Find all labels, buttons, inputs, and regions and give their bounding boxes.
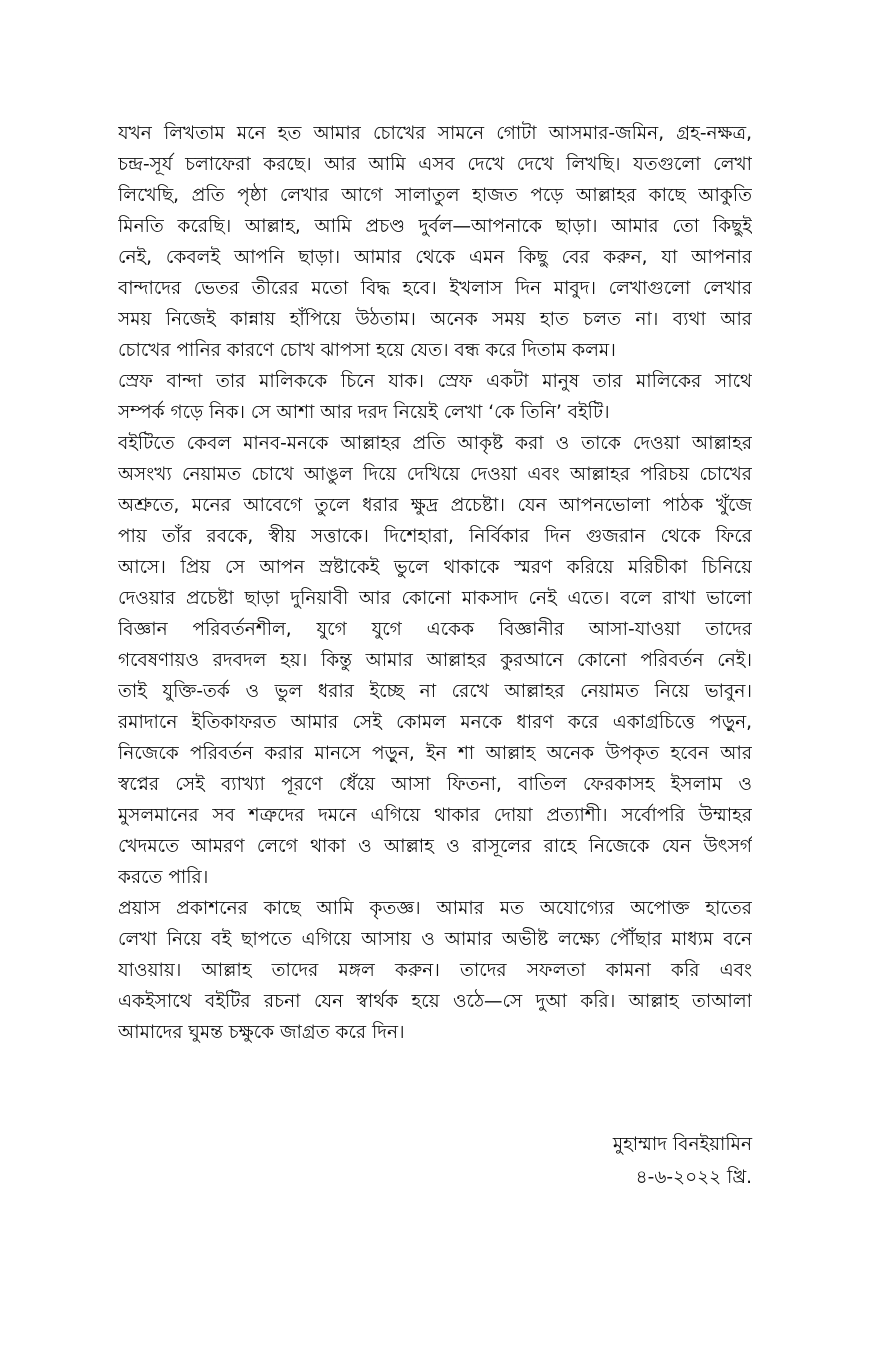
text-line: মিনতি করেছি। আল্লাহ, আমি প্রচণ্ড দুর্বল—আপনাকে ছাড়া। আমার তো কিছুই	[118, 216, 752, 237]
text-line: পায় তাঁর রবকে, স্বীয় সত্তাকে। দিশেহারা, নির্বিকার দিন গুজরান থেকে ফিরে	[118, 526, 752, 547]
text-line: বিজ্ঞান পরিবর্তনশীল, যুগে যুগে একেক বিজ্ঞানীর আসা-যাওয়া তাদের	[118, 619, 752, 640]
text-line: বান্দাদের ভেতর তীরের মতো বিদ্ধ হবে। ইখলাস দিন মাবুদ। লেখাগুলো লেখার	[118, 278, 752, 299]
text-line: করতে পারি।	[118, 867, 209, 888]
paragraph-writing-experience	[118, 118, 752, 366]
text-line: মুসলমানের সব শত্রুদের দমনে এগিয়ে থাকার দোয়া প্রত্যাশী। সর্বোপরি উম্মাহর	[118, 805, 752, 826]
text-line: বইটিতে কেবল মানব-মনকে আল্লাহর প্রতি আকৃষ্ট করা ও তাকে দেওয়া আল্লাহর	[118, 433, 752, 454]
text-line: গবেষণায়ও রদবদল হয়। কিন্তু আমার আল্লাহর কুরআনে কোনো পরিবর্তন নেই।	[118, 650, 752, 671]
text-line: রমাদানে ইতিকাফরত আমার সেই কোমল মনকে ধারণ করে একাগ্রচিত্তে পড়ুন,	[118, 712, 752, 733]
document-body	[118, 118, 752, 1048]
text-line: যাওয়ায়। আল্লাহ তাদের মঙ্গল করুন। তাদের সফলতা কামনা করি এবং	[118, 960, 752, 981]
signature-date: ৪-৬-২০২২ খ্রি.	[635, 1167, 752, 1188]
text-line: নেই, কেবলই আপনি ছাড়া। আমার থেকে এমন কিছু বের করুন, যা আপনার	[118, 247, 752, 268]
text-line: প্রয়াস প্রকাশনের কাছে আমি কৃতজ্ঞ। আমার মত অযোগ্যের অপোক্ত হাতের	[118, 898, 752, 919]
author-name: মুহাম্মাদ বিনইয়ামিন	[612, 1134, 752, 1155]
text-line: নিজেকে পরিবর্তন করার মানসে পড়ুন, ইন শা আল্লাহ অনেক উপকৃত হবেন আর	[118, 743, 752, 764]
text-line: স্বপ্নের সেই ব্যাখ্যা পূরণে ধেঁয়ে আসা ফিতনা, বাতিল ফেরকাসহ ইসলাম ও	[118, 774, 752, 795]
paragraph-acknowledgement	[118, 893, 752, 1048]
signature-block	[613, 1128, 752, 1194]
text-line: লিখেছি, প্রতি পৃষ্ঠা লেখার আগে সালাতুল হাজত পড়ে আল্লাহর কাছে আকুতি	[118, 185, 752, 206]
text-line: একইসাথে বইটির রচনা যেন স্বার্থক হয়ে ওঠে—সে দুআ করি। আল্লাহ তাআলা	[118, 991, 752, 1012]
text-line: অসংখ্য নেয়ামত চোখে আঙুল দিয়ে দেখিয়ে দেওয়া এবং আল্লাহর পরিচয় চোখের	[118, 464, 752, 485]
text-line: চন্দ্র-সূর্য চলাফেরা করছে। আর আমি এসব দেখে দেখে লিখছি। যতগুলো লেখা	[118, 154, 752, 175]
text-line: চোখের পানির কারণে চোখ ঝাপসা হয়ে যেত। বন্ধ করে দিতাম কলম।	[118, 340, 616, 361]
paragraph-book-description	[118, 428, 752, 893]
text-line: যখন লিখতাম মনে হত আমার চোখের সামনে গোটা আসমার-জমিন, গ্রহ-নক্ষত্র,	[118, 123, 752, 144]
text-line: সম্পর্ক গড়ে নিক। সে আশা আর দরদ নিয়েই লেখা ‘কে তিনি’ বইটি।	[118, 402, 610, 423]
text-line: তাই যুক্তি-তর্ক ও ভুল ধরার ইচ্ছে না রেখে আল্লাহর নেয়ামত নিয়ে ভাবুন।	[118, 681, 752, 702]
text-line: আমাদের ঘুমন্ত চক্ষুকে জাগ্রত করে দিন।	[118, 1022, 405, 1043]
text-line: দেওয়ার প্রচেষ্টা ছাড়া দুনিয়াবী আর কোনো মাকসাদ নেই এতে। বলে রাখা ভালো	[118, 588, 752, 609]
paragraph-purpose	[118, 366, 752, 428]
text-line: খেদমতে আমরণ লেগে থাকা ও আল্লাহ ও রাসূলের রাহে নিজেকে যেন উৎসর্গ	[118, 836, 752, 857]
text-line: সময় নিজেই কান্নায় হাঁপিয়ে উঠতাম। অনেক সময় হাত চলত না। ব্যথা আর	[118, 309, 752, 330]
text-line: স্রেফ বান্দা তার মালিককে চিনে যাক। স্রেফ একটা মানুষ তার মালিকের সাথে	[118, 371, 752, 392]
text-line: আসে। প্রিয় সে আপন স্রষ্টাকেই ভুলে থাকাকে স্মরণ করিয়ে মরিচীকা চিনিয়ে	[118, 557, 752, 578]
text-line: অশ্রুতে, মনের আবেগে তুলে ধরার ক্ষুদ্র প্রচেষ্টা। যেন আপনভোলা পাঠক খুঁজে	[118, 495, 752, 516]
text-line: লেখা নিয়ে বই ছাপতে এগিয়ে আসায় ও আমার অভীষ্ট লক্ষ্যে পৌঁছার মাধ্যম বনে	[118, 929, 752, 950]
